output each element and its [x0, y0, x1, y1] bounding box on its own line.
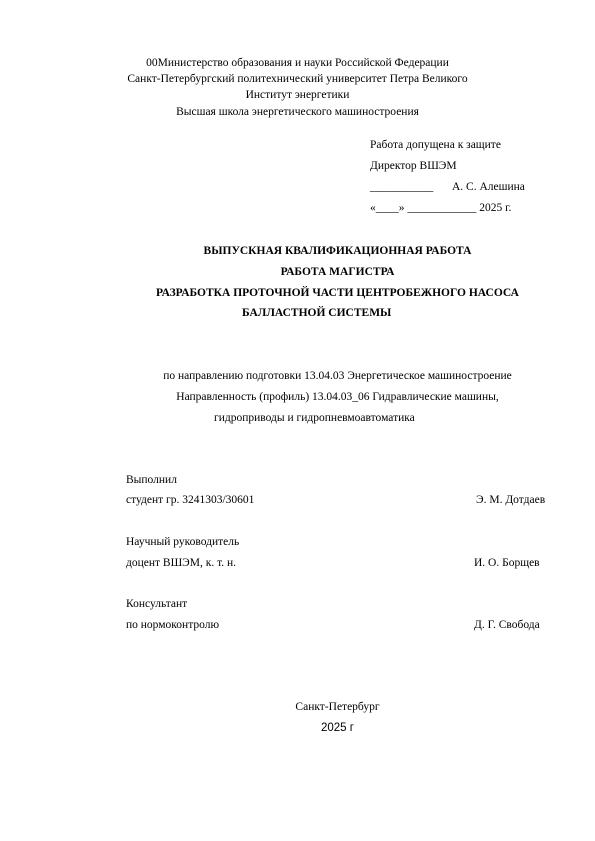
direction-line: по направлению подготовки 13.04.03 Энергетическое машиностроение: [163, 370, 512, 382]
thesis-type: ВЫПУСКНАЯ КВАЛИФИКАЦИОННАЯ РАБОТА: [203, 245, 472, 257]
supervisor-position: доцент ВШЭМ, к. т. н.: [126, 557, 237, 569]
consultant-name: Д. Г. Свобода: [474, 619, 540, 631]
approval-director-title: Директор ВШЭМ: [370, 160, 457, 172]
year: 2025 г: [321, 722, 354, 734]
profile-line2: гидроприводы и гидропневмоавтоматика: [214, 412, 415, 424]
performer-position: студент гр. 3241303/30601: [126, 494, 255, 506]
profile-line: Направленность (профиль) 13.04.03_06 Гидравлические машины,: [176, 391, 499, 403]
degree-work: РАБОТА МАГИСТРА: [280, 266, 395, 278]
city: Санкт-Петербург: [295, 701, 380, 713]
thesis-topic-line1: РАЗРАБОТКА ПРОТОЧНОЙ ЧАСТИ ЦЕНТРОБЕЖНОГО НАСОСА: [156, 287, 519, 299]
performer-role: Выполнил: [126, 474, 177, 486]
supervisor-role: Научный руководитель: [126, 536, 240, 548]
university-line: Санкт-Петербургский политехнический университет Петра Великого: [127, 73, 468, 85]
approval-director-name: А. С. Алешина: [452, 181, 525, 193]
consultant-role: Консультант: [126, 598, 188, 610]
approval-signature-blank: ___________: [370, 181, 434, 193]
consultant-position: по нормоконтролю: [126, 619, 220, 631]
thesis-topic-line2: БАЛЛАСТНОЙ СИСТЕМЫ: [242, 307, 392, 319]
institute-line: Институт энергетики: [245, 89, 350, 101]
ministry-line: 00Министерство образования и науки Российской Федерации: [146, 57, 449, 69]
approval-date-line: «____» ____________ 2025 г.: [370, 202, 512, 214]
approval-admitted: Работа допущена к защите: [370, 139, 501, 151]
performer-name: Э. М. Дотдаев: [476, 494, 546, 506]
supervisor-name: И. О. Борщев: [474, 557, 540, 569]
school-line: Высшая школа энергетического машиностроения: [176, 106, 419, 118]
